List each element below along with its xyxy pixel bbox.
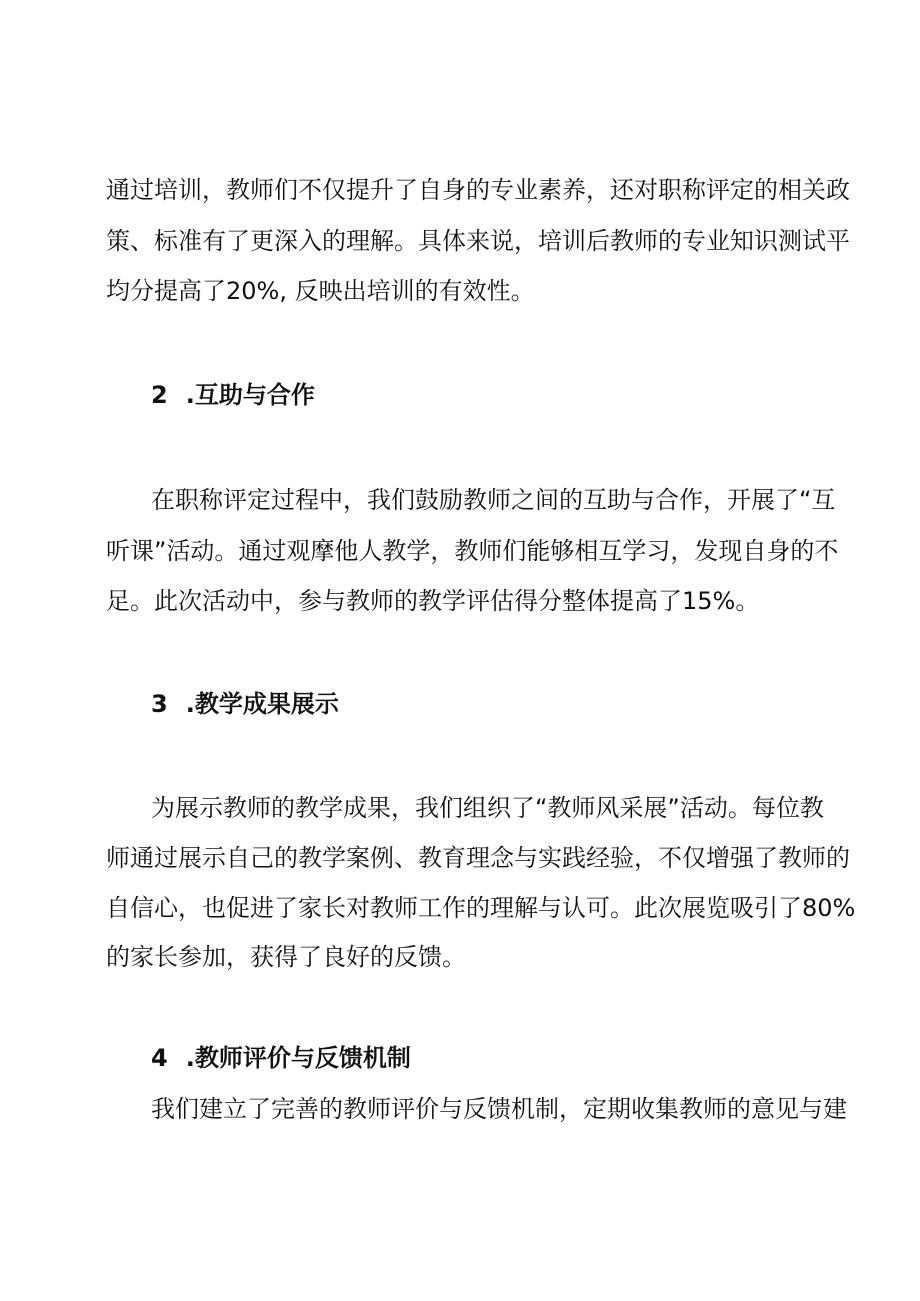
section-title: .教师评价与反馈机制 [185,1044,411,1072]
paragraph-line: 足。此次活动中，参与教师的教学评估得分整体提高了15%。 [106,587,760,615]
section-title: .教学成果展示 [185,690,339,718]
section-heading-mutual-help [151,380,315,410]
section-heading-evaluation-feedback [151,1043,411,1073]
section-number: 4 [151,1044,168,1072]
paragraph-line: 通过培训，教师们不仅提升了自身的专业素养，还对职称评定的相关政 [106,176,850,204]
paragraph-line: 师通过展示自己的教学案例、教育理念与实践经验，不仅增强了教师的 [106,844,850,872]
paragraph-line: 自信心，也促进了家长对教师工作的理解与认可。此次展览吸引了80% [106,894,856,922]
paragraph-line: 策、标准有了更深入的理解。具体来说，培训后教师的专业知识测试平 [106,227,850,255]
paragraph-line: 听课”活动。通过观摩他人教学，教师们能够相互学习，发现自身的不 [106,537,839,565]
section-number: 3 [151,690,168,718]
section-number: 2 [151,381,168,409]
section-title: .互助与合作 [185,381,315,409]
paragraph-line: 均分提高了20%, 反映出培训的有效性。 [106,277,535,305]
paragraph-line: 在职称评定过程中，我们鼓励教师之间的互助与合作，开展了“互 [151,486,836,514]
section-heading-teaching-achievements [151,689,339,719]
paragraph-line: 为展示教师的教学成果，我们组织了“教师风采展”活动。每位教 [151,794,824,822]
paragraph-line: 我们建立了完善的教师评价与反馈机制，定期收集教师的意见与建 [151,1095,847,1123]
paragraph-line: 的家长参加，获得了良好的反馈。 [106,943,466,971]
